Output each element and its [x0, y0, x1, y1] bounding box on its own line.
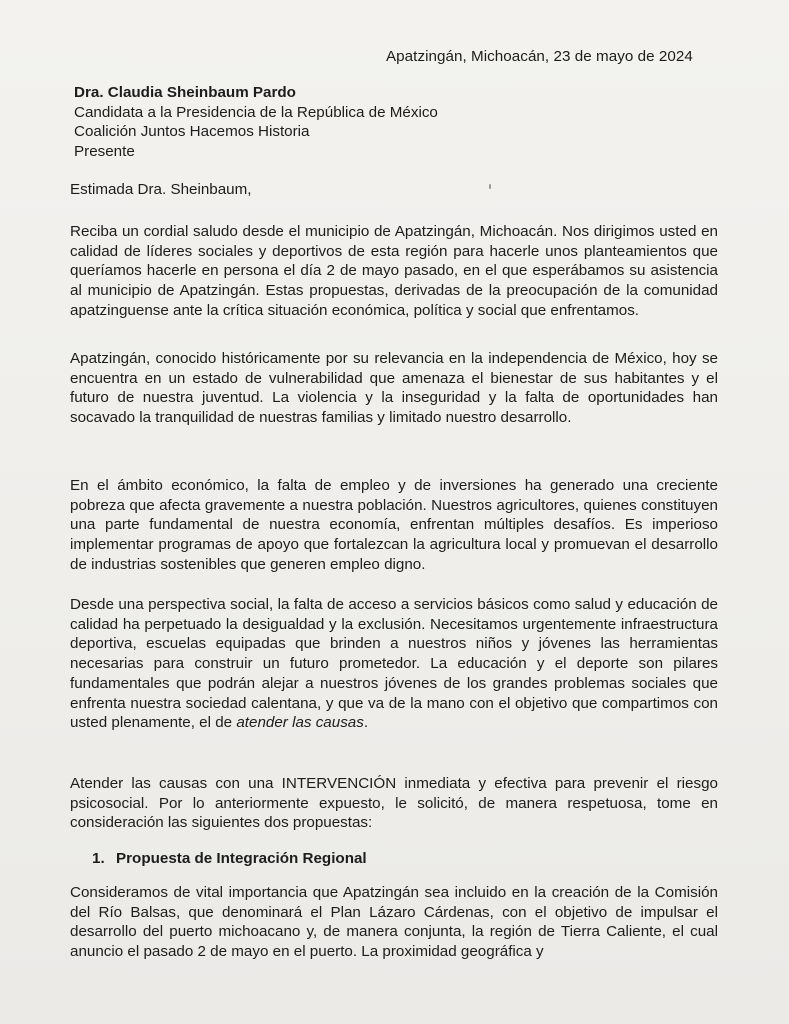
paragraph-social [70, 595, 718, 733]
section-number: 1. [92, 850, 105, 867]
section-heading [92, 850, 367, 867]
paragraph-social-text: Desde una perspectiva social, la falta de acceso a servicios básicos como salud y educación de calidad ha perpetuado la desigualdad y la exclusión. Necesitamos urgentemente infraestructura deportiva, escuelas equipadas que brinden a nuestros niños y jóvenes las herramientas necesarias para construir un futuro prometedor. La educación y el deporte son pilares fundamentales que podrán alejar a nuestros jóvenes de los grandes problemas sociales que enfrenta nuestra sociedad calentana, y que va de la mano con el objetivo que compartimos con usted plenamente, el de [70, 596, 718, 732]
recipient-name: Dra. Claudia Sheinbaum Pardo [74, 84, 296, 101]
italic-phrase: atender las causas [236, 714, 364, 732]
paragraph-intervention: Atender las causas con una INTERVENCIÓN inmediata y efectiva para prevenir el riesgo psicosocial. Por lo anteriormente expuesto, le solicitó, de manera respetuosa, tome en consideración las siguientes dos propuestas: [70, 775, 718, 832]
paragraph-greeting: Reciba un cordial saludo desde el municipio de Apatzingán, Michoacán. Nos dirigimos usted en calidad de líderes sociales y deportivos de esta región para hacerle unos planteamientos que queríamos hacerle en persona el día 2 de mayo pasado, en el que esperábamos su asistencia al municipio de Apatzingán. Estas propuestas, derivadas de la preocupación de la comunidad apatzinguense ante la crítica situación económica, política y social que enfrentamos. [70, 223, 718, 319]
date-line: Apatzingán, Michoacán, 23 de mayo de 2024 [386, 48, 693, 65]
paragraph-social-end: . [363, 714, 369, 732]
recipient-title: Candidata a la Presidencia de la República de México [74, 103, 438, 121]
recipient-presente: Presente [74, 142, 135, 160]
paragraph-vulnerability: Apatzingán, conocido históricamente por su relevancia en la independencia de México, hoy se encuentra en un estado de vulnerabilidad que amenaza el bienestar de sus habitantes y el futuro de nuestra juventud. La violencia y la inseguridad y la falta de oportunidades han socavado la tranquilidad de nuestras familias y limitado nuestro desarrollo. [70, 350, 718, 427]
paper-speck [489, 184, 491, 189]
salutation: Estimada Dra. Sheinbaum, [70, 181, 252, 198]
paragraph-regional: Consideramos de vital importancia que Apatzingán sea incluido en la creación de la Comisión del Río Balsas, que denominará el Plan Lázaro Cárdenas, con el objetivo de impulsar el desarrollo del puerto michoacano y, de manera conjunta, la región de Tierra Caliente, el cual anuncio el pasado 2 de mayo en el puerto. La proximidad geográfica y [70, 884, 718, 961]
section-title: Propuesta de Integración Regional [116, 850, 367, 867]
paragraph-economy: En el ámbito económico, la falta de empleo y de inversiones ha generado una creciente pobreza que afecta gravemente a nuestra población. Nuestros agricultores, quienes constituyen una parte fundamental de nuestra economía, enfrentan múltiples desafíos. Es imperioso implementar programas de apoyo que fortalezcan la agricultura local y promuevan el desarrollo de industrias sostenibles que generen empleo digno. [70, 477, 718, 573]
recipient-block [74, 83, 438, 161]
recipient-coalition: Coalición Juntos Hacemos Historia [74, 123, 310, 140]
